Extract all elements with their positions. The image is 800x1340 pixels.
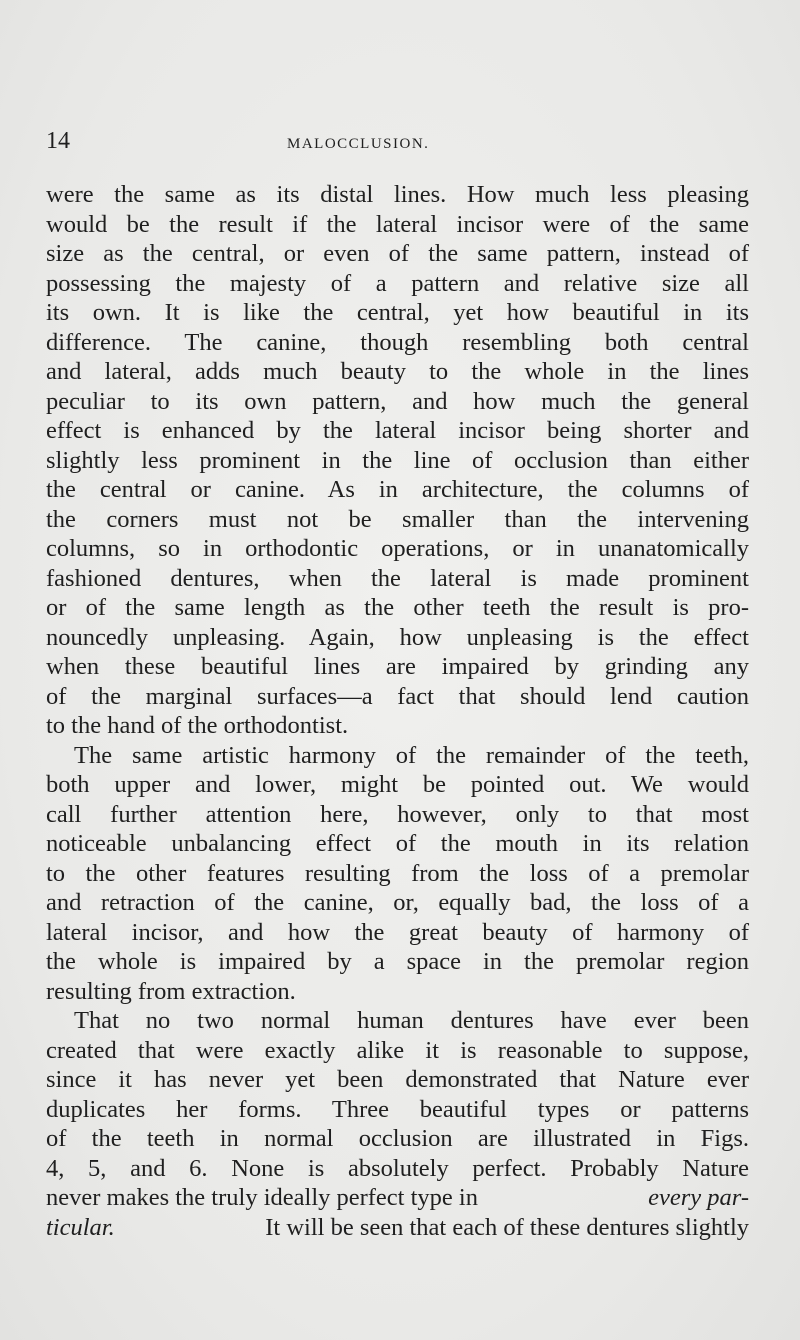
text-line: of the teeth in normal occlusion are illustrated in Figs. xyxy=(46,1125,749,1152)
text-line: of the marginal surfaces—a fact that should lend caution xyxy=(46,682,749,710)
text-line: duplicates her forms. Three beautiful types or patterns xyxy=(46,1095,749,1123)
text-line: peculiar to its own pattern, and how much the general xyxy=(46,387,749,415)
page-number: 14 xyxy=(46,128,70,154)
body-text xyxy=(46,180,749,1242)
text-line: difference. The canine, though resembling both central xyxy=(46,328,749,356)
italic-phrase: ticular. xyxy=(46,1213,115,1241)
text-line: 4, 5, and 6. None is absolutely perfect. Probably Nature xyxy=(46,1154,749,1182)
text-line-paragraph-start: The same artistic harmony of the remainder of the teeth, xyxy=(74,741,749,769)
text-line-paragraph-end: to the hand of the orthodontist. xyxy=(46,712,349,739)
text-line: possessing the majesty of a pattern and relative size all xyxy=(46,269,749,297)
text-line: both upper and lower, might be pointed out. We would xyxy=(46,771,749,798)
text-line-with-italic xyxy=(46,1183,749,1213)
text-line-segment: It will be seen that each of these dentures slightly xyxy=(265,1213,749,1241)
text-line: call further attention here, however, only to that most xyxy=(46,800,749,828)
text-line: effect is enhanced by the lateral incisor being shorter and xyxy=(46,417,749,444)
text-line: the central or canine. As in architecture, the columns of xyxy=(46,476,749,503)
text-line: the whole is impaired by a space in the premolar region xyxy=(46,948,749,975)
text-line-segment: never makes the truly ideally perfect type in xyxy=(46,1184,478,1211)
text-line: size as the central, or even of the same pattern, instead of xyxy=(46,240,749,267)
text-line: noticeable unbalancing effect of the mouth in its relation xyxy=(46,830,749,857)
text-line-paragraph-end: resulting from extraction. xyxy=(46,977,296,1005)
text-line: and retraction of the canine, or, equally bad, the loss of a xyxy=(46,889,749,916)
text-line: when these beautiful lines are impaired by grinding any xyxy=(46,653,749,680)
running-title: MALOCCLUSION. xyxy=(287,136,430,152)
text-line: to the other features resulting from the loss of a premolar xyxy=(46,859,749,887)
text-line: slightly less prominent in the line of occlusion than either xyxy=(46,446,749,474)
text-line-paragraph-start: That no two normal human dentures have ever been xyxy=(74,1007,749,1034)
text-line: were the same as its distal lines. How much less pleasing xyxy=(46,181,749,208)
text-line: fashioned dentures, when the lateral is made prominent xyxy=(46,564,749,592)
text-line: created that were exactly alike it is reasonable to suppose, xyxy=(46,1036,749,1064)
text-line: and lateral, adds much beauty to the whole in the lines xyxy=(46,358,749,385)
text-line-with-italic xyxy=(46,1213,749,1243)
text-line: columns, so in orthodontic operations, or in unanatomically xyxy=(46,535,749,562)
running-head xyxy=(46,128,746,160)
text-line: lateral incisor, and how the great beauty of harmony of xyxy=(46,918,749,946)
italic-phrase: every par- xyxy=(648,1184,749,1211)
text-line: its own. It is like the central, yet how beautiful in its xyxy=(46,299,749,326)
text-line: since it has never yet been demonstrated that Nature ever xyxy=(46,1066,749,1093)
text-line: the corners must not be smaller than the intervening xyxy=(46,505,749,533)
text-line: or of the same length as the other teeth the result is pro- xyxy=(46,594,749,621)
text-line: nouncedly unpleasing. Again, how unpleasing is the effect xyxy=(46,623,749,651)
text-line: would be the result if the lateral incisor were of the same xyxy=(46,210,749,238)
